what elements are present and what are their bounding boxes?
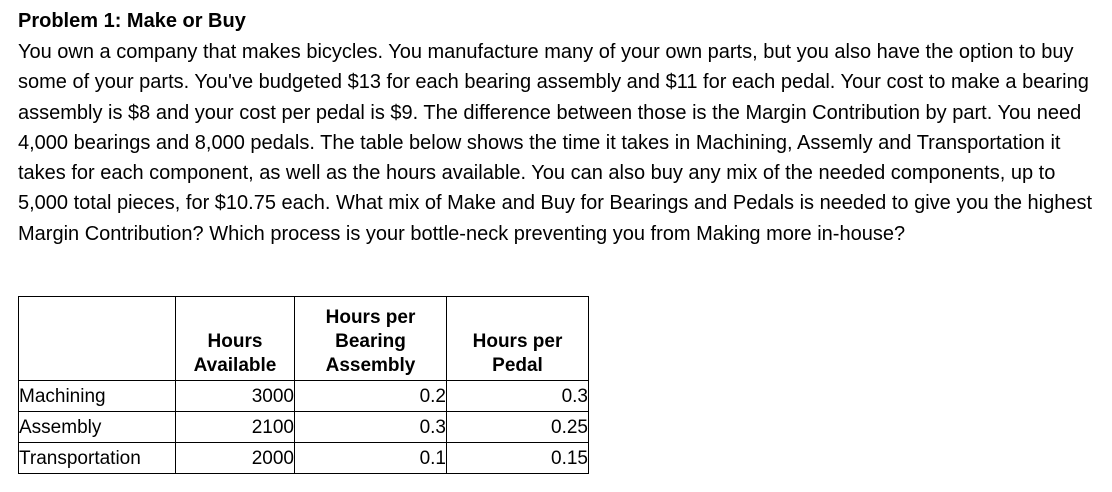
row-process-label: Transportation: [19, 443, 176, 474]
header-hours-available: [176, 297, 295, 381]
row-process-label: Assembly: [19, 412, 176, 443]
header-text: Available: [193, 355, 277, 376]
cell-hours-available: 2000: [176, 443, 295, 474]
header-text: Hours per: [325, 307, 416, 328]
cell-hours-per-pedal: 0.15: [447, 443, 589, 474]
header-text: Hours: [207, 331, 263, 352]
header-empty-cell: [19, 297, 176, 381]
table-row: [19, 412, 589, 443]
header-text: Pedal: [492, 355, 543, 376]
cell-hours-per-bearing: 0.2: [295, 381, 447, 412]
cell-hours-per-bearing: 0.1: [295, 443, 447, 474]
header-text: Hours per: [472, 331, 563, 352]
table-row: [19, 381, 589, 412]
header-hours-per-bearing: [295, 297, 447, 381]
cell-hours-per-pedal: 0.25: [447, 412, 589, 443]
problem-description: You own a company that makes bicycles. You manufacture many of your own parts, but you also have the option to buy some of your parts. You've budgeted $13 for each bearing assembly and $11 for each pedal. Your cost to make a bearing assembly is $8 and your cost per pedal is $9. The difference between those is the Margin Contribution by part. You need 4,000 bearings and 8,000 pedals. The table below shows the time it takes in Machining, Assemly and Transportation it takes for each component, as well as the hours available. You can also buy any mix of the needed components, up to 5,000 total pieces, for $10.75 each. What mix of Make and Buy for Bearings and Pedals is needed to give you the highest Margin Contribution? Which process is your bottle-neck preventing you from Making more in-house?: [18, 41, 1092, 245]
table-header-row: [19, 297, 589, 381]
problem-title: Problem 1: Make or Buy: [18, 10, 246, 32]
cell-hours-per-bearing: 0.3: [295, 412, 447, 443]
header-hours-per-pedal: [447, 297, 589, 381]
hours-table: [18, 296, 589, 474]
cell-hours-available: 3000: [176, 381, 295, 412]
row-process-label: Machining: [19, 381, 176, 412]
header-text: Assembly: [325, 355, 416, 376]
header-text: Bearing: [335, 331, 406, 352]
cell-hours-available: 2100: [176, 412, 295, 443]
cell-hours-per-pedal: 0.3: [447, 381, 589, 412]
table-row: [19, 443, 589, 474]
